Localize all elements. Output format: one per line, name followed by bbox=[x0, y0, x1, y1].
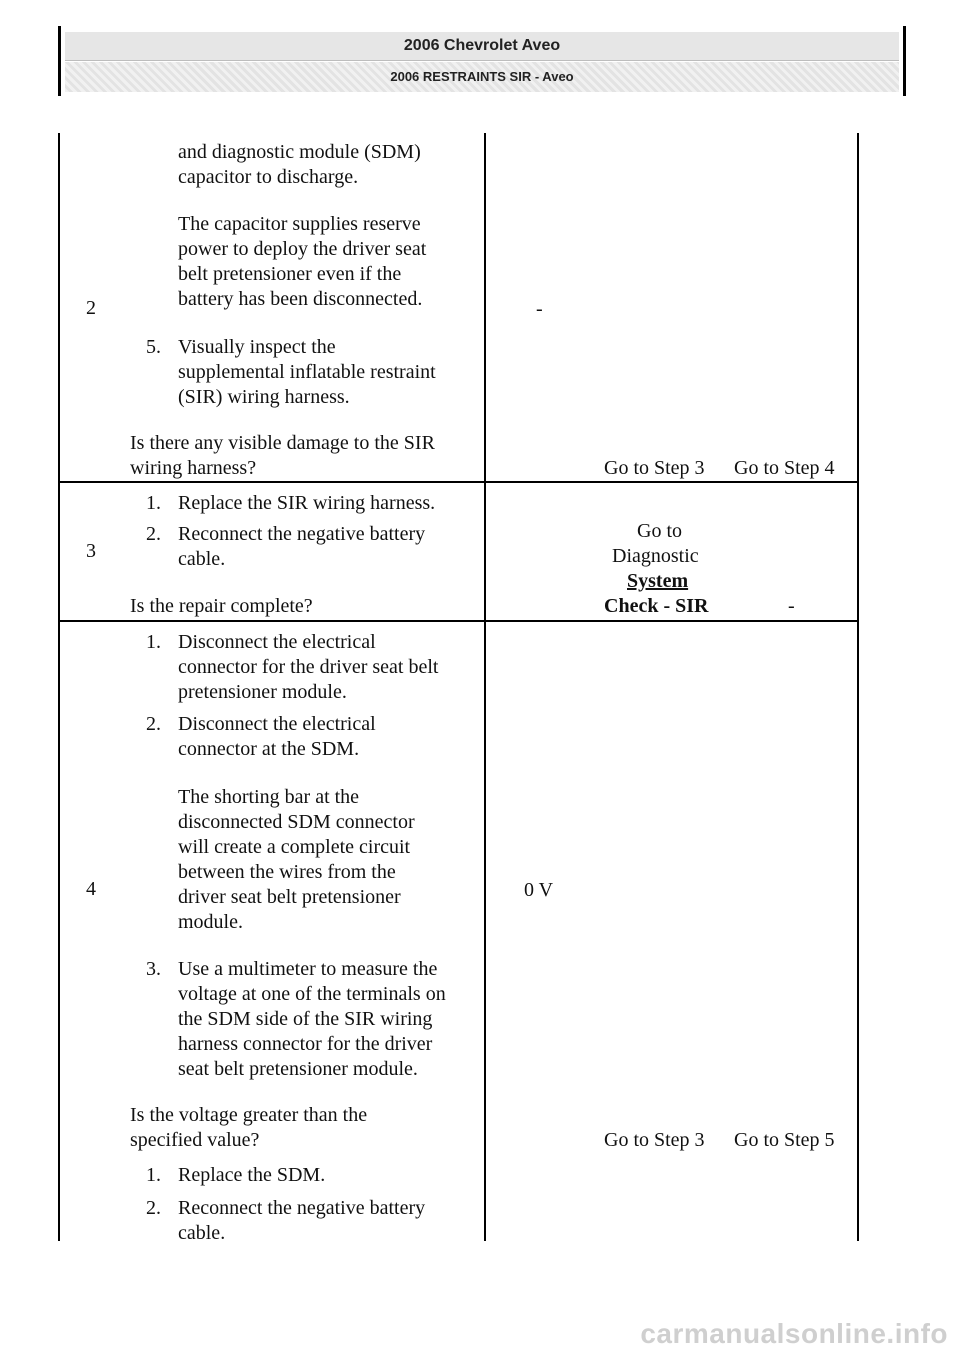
list-item-line: (SIR) wiring harness. bbox=[178, 386, 350, 408]
note-line: disconnected SDM connector bbox=[178, 811, 415, 833]
list-item-number: 2. bbox=[146, 523, 161, 545]
yes-action-line: Diagnostic bbox=[612, 545, 699, 567]
note-line: belt pretensioner even if the bbox=[178, 263, 402, 285]
list-item-number: 2. bbox=[146, 713, 161, 735]
list-item-line: harness connector for the driver bbox=[178, 1033, 433, 1055]
note-line: between the wires from the bbox=[178, 861, 396, 883]
step-number: 4 bbox=[86, 878, 96, 900]
diagnostic-system-check-link[interactable]: System bbox=[627, 570, 689, 592]
yes-action[interactable]: Go to Step 3 bbox=[604, 1129, 705, 1151]
list-item-number: 1. bbox=[146, 631, 161, 653]
list-item-line: supplemental inflatable restraint bbox=[178, 361, 436, 383]
page-header bbox=[58, 26, 906, 96]
list-item-line: seat belt pretensioner module. bbox=[178, 1058, 418, 1080]
text-line: capacitor to discharge. bbox=[178, 166, 359, 188]
no-action[interactable]: Go to Step 4 bbox=[734, 457, 835, 479]
yes-action-line: Go to bbox=[637, 520, 682, 542]
note-line: battery has been disconnected. bbox=[178, 288, 423, 310]
watermark: carmanualsonline.info bbox=[640, 1318, 948, 1349]
list-item-line: cable. bbox=[178, 1222, 226, 1244]
step-number: 3 bbox=[86, 540, 96, 562]
value-cell: - bbox=[536, 298, 543, 320]
list-item-line: Replace the SDM. bbox=[178, 1164, 326, 1186]
list-item-line: Disconnect the electrical bbox=[178, 631, 376, 653]
note-line: driver seat belt pretensioner bbox=[178, 886, 401, 908]
question-line: specified value? bbox=[130, 1129, 260, 1151]
table-left-border bbox=[58, 133, 60, 1241]
list-item-line: Replace the SIR wiring harness. bbox=[178, 492, 436, 514]
row-divider-2-3 bbox=[58, 481, 859, 483]
list-item-line: Visually inspect the bbox=[178, 336, 336, 358]
list-item-number: 1. bbox=[146, 492, 161, 514]
text-line: and diagnostic module (SDM) bbox=[178, 141, 421, 163]
list-item-line: cable. bbox=[178, 548, 226, 570]
row-divider-3-4 bbox=[58, 620, 859, 622]
header-left-border bbox=[58, 26, 61, 96]
list-item-line: Disconnect the electrical bbox=[178, 713, 376, 735]
no-action: - bbox=[788, 595, 795, 617]
note-line: will create a complete circuit bbox=[178, 836, 411, 858]
list-item-number: 3. bbox=[146, 958, 161, 980]
table-column-divider bbox=[484, 133, 486, 1241]
list-item-line: pretensioner module. bbox=[178, 681, 347, 703]
question-line: Is the repair complete? bbox=[130, 595, 313, 617]
yes-action-line: Check - SIR bbox=[604, 595, 709, 617]
list-item-line: Reconnect the negative battery bbox=[178, 1197, 426, 1219]
note-line: The shorting bar at the bbox=[178, 786, 360, 808]
header-subtitle: 2006 RESTRAINTS SIR - Aveo bbox=[65, 62, 899, 92]
question-line: wiring harness? bbox=[130, 457, 257, 479]
table-right-border bbox=[857, 133, 859, 1241]
header-right-border bbox=[903, 26, 906, 96]
list-item-number: 1. bbox=[146, 1164, 161, 1186]
note-line: module. bbox=[178, 911, 243, 933]
step-number: 2 bbox=[86, 297, 96, 319]
list-item-line: connector at the SDM. bbox=[178, 738, 360, 760]
question-line: Is there any visible damage to the SIR bbox=[130, 432, 435, 454]
list-item-number: 5. bbox=[146, 336, 161, 358]
list-item-line: the SDM side of the SIR wiring bbox=[178, 1008, 433, 1030]
list-item-line: connector for the driver seat belt bbox=[178, 656, 439, 678]
list-item-line: Use a multimeter to measure the bbox=[178, 958, 438, 980]
value-cell: 0 V bbox=[524, 879, 554, 901]
yes-action[interactable]: Go to Step 3 bbox=[604, 457, 705, 479]
list-item-line: Reconnect the negative battery bbox=[178, 523, 426, 545]
header-title: 2006 Chevrolet Aveo bbox=[65, 32, 899, 61]
list-item-line: voltage at one of the terminals on bbox=[178, 983, 446, 1005]
question-line: Is the voltage greater than the bbox=[130, 1104, 368, 1126]
note-line: The capacitor supplies reserve bbox=[178, 213, 421, 235]
list-item-number: 2. bbox=[146, 1197, 161, 1219]
no-action[interactable]: Go to Step 5 bbox=[734, 1129, 835, 1151]
note-line: power to deploy the driver seat bbox=[178, 238, 427, 260]
